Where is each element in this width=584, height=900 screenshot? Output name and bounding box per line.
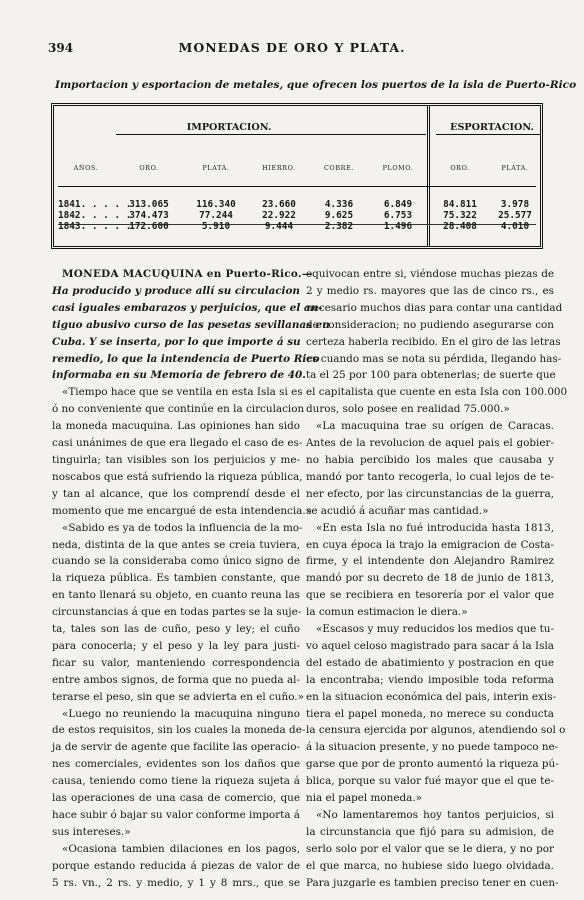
text-line: ta, tales son las de cuño, peso y ley; el cuño: [52, 623, 300, 636]
column-header: PLATA.: [202, 164, 230, 172]
text-line: la comun estimacion le diera.»: [306, 606, 468, 619]
text-line: hace subir ó bajar su valor conforme importa á: [52, 809, 300, 821]
text-line: equivocan entre si, viéndose muchas piezas de: [306, 268, 554, 280]
text-line: circunstancias á que en todas partes se la suje-: [52, 606, 302, 619]
text-line: «Sabido es ya de todos la influencia de la mo-: [62, 521, 303, 534]
column-header: ORO.: [450, 164, 470, 172]
text-line: garse que por de pronto aumentó la riqueza pú-: [306, 758, 559, 771]
table-cell: 22.922: [262, 210, 296, 221]
text-line: no habia percibido los males que causaba y: [306, 453, 554, 466]
column-header: AÑOS.: [73, 164, 99, 172]
page-number: 394: [48, 41, 74, 55]
text-line: duros, solo posee en realidad 75.000.»: [306, 403, 510, 416]
column-header: COBRE.: [324, 164, 354, 172]
text-line: momento que me encargué de esta intendencia.»: [52, 504, 313, 517]
text-line: nes comerciales, evidentes son los daños que: [52, 758, 300, 771]
text-line: mandó por tanto recogerla, lo cual lejos de te-: [306, 470, 554, 483]
table-cell: 6.753: [383, 210, 413, 221]
text-line: sus intereses.»: [52, 825, 131, 838]
text-line: «Luego no reuniendo la macuquina ninguno: [62, 707, 300, 720]
row-year: 1842. . . . .: [58, 210, 132, 221]
column-header: ORO.: [139, 164, 159, 172]
table-cell: 9.625: [324, 210, 354, 221]
text-line: 5 rs. vn., 2 rs. y medio, y 1 y 8 mrs., que se: [52, 876, 300, 889]
text-line: Antes de la revolucion de aquel pais el gobier-: [306, 437, 554, 450]
table-cell: 6.849: [383, 199, 413, 210]
table-cell: 374.473: [129, 210, 169, 221]
text-line: «Ocasiona tambien dilaciones en los pagos,: [62, 842, 300, 855]
text-line: casi unánimes de que era llegado el caso de es-: [52, 437, 303, 450]
table-cell: 25.577: [498, 210, 532, 221]
text-line: el capitalista que cuente en esta Isla con 100.000: [306, 386, 568, 399]
table-cell: 75.322: [443, 210, 477, 221]
text-line: neda, distinta de la que antes se creia tuviera,: [52, 538, 300, 551]
text-line: el que marca, no hubiese sido luego olvidada.: [306, 859, 554, 872]
text-line: serlo solo por el valor que se le diera, y no por: [306, 842, 554, 855]
text-line: 2 y medio rs. mayores que las de cinco rs., es: [306, 284, 554, 297]
text-line: «Tiempo hace que se ventila en esta Isla si es: [62, 386, 303, 399]
text-line: porque estando reducida á piezas de valor de: [52, 859, 300, 872]
text-line: de estos requisitos, sin los cuales la moneda de-: [52, 724, 306, 737]
text-line: ja de servir de agente que facilite las operacio-: [52, 741, 300, 754]
text-line: «Escasos y muy reducidos los medios que tu-: [316, 623, 554, 636]
table-cell: 1.496: [383, 221, 413, 232]
table-cell: 2.382: [324, 221, 354, 232]
text-line: vo aquel celoso magistrado para sacar á la Isla: [306, 639, 554, 652]
text-line: se acudió á acuñar mas cantidad.»: [306, 504, 489, 517]
table-cell: 3.978: [500, 199, 530, 210]
text-line: certeza haberla recibido. En el giro de las letras: [306, 335, 561, 348]
export-bracket-line: [436, 134, 540, 135]
text-line: cuando se la consideraba como único signo de: [52, 555, 300, 568]
text-line: ficar su valor, manteniendo correspondencia: [52, 656, 300, 669]
text-line: «No lamentaremos hoy tantos perjuicios, si: [316, 809, 554, 821]
text-line: informaba en su Memoria de febrero de 40.: [52, 369, 306, 382]
import-export-divider: [427, 106, 430, 246]
table-cell: 23.660: [262, 199, 296, 210]
text-line: de consideracion; no pudiendo asegurarse con: [306, 318, 554, 331]
text-line: la censura ejercida por algunos, atendiendo sol o: [306, 724, 566, 737]
text-line: causa, teniendo como tiene la riqueza sujeta á: [52, 775, 300, 788]
text-line: para conocerla; y el peso y la ley para justi-: [52, 639, 300, 652]
group-export-header: ESPORTACION.: [450, 122, 534, 133]
text-line: necesario muchos dias para contar una cantidad: [306, 301, 563, 314]
text-line: que se recibiera en tesorería por el valor que: [306, 589, 554, 602]
running-head: MONEDAS DE ORO Y PLATA.: [178, 40, 406, 55]
text-line: y tan al alcance, que los comprendí desde el: [52, 487, 300, 500]
table-title: Importacion y esportacion de metales, que ofrecen los puertos de la isla de Puerto-Rico: [55, 79, 577, 91]
row-year: 1843. . . . .: [58, 221, 132, 232]
text-line: «En esta Isla no fué introducida hasta 1813,: [316, 521, 554, 534]
table-cell: 116.340: [196, 199, 236, 210]
text-line: ó no conveniente que continúe en la circulacion: [52, 403, 305, 416]
import-bracket-line: [116, 134, 426, 135]
text-line: Para juzgarle es tambien preciso tener en cuen-: [306, 876, 559, 889]
row-year: 1841. . . . .: [58, 199, 132, 210]
text-line: la circunstancia que fijó para su admision, de: [306, 825, 554, 838]
text-line: es cuando mas se nota su pérdida, llegando has-: [306, 352, 562, 365]
text-line: ner efecto, por las circunstancias de la guerra,: [306, 487, 554, 500]
column-header: PLATA.: [501, 164, 529, 172]
table-cell: 4.010: [500, 221, 530, 232]
text-line: MONEDA MACUQUINA en Puerto-Rico.—: [62, 268, 313, 280]
table-header-rule: [58, 186, 536, 187]
text-line: en cuya época la trajo la emigracion de Costa-: [306, 538, 554, 551]
text-line: nia el papel moneda.»: [306, 792, 423, 805]
table-cell: 4.336: [324, 199, 354, 210]
column-header: PLOMO.: [382, 164, 414, 172]
table-cell: 77.244: [199, 210, 233, 221]
table-cell: 84.811: [443, 199, 477, 210]
right-text-column: [306, 266, 568, 892]
text-line: terarse el peso, sin que se advierta en el cuño.»: [52, 690, 304, 703]
text-line: entre ambos signos, de forma que no pueda al-: [52, 673, 300, 686]
text-line: ta el 25 por 100 para obtenerlas; de suerte que: [306, 369, 556, 382]
text-line: en la situacion económica del pais, interin exis-: [306, 690, 557, 703]
group-import-header: IMPORTACION.: [186, 122, 272, 133]
text-line: la riqueza pública. Es tambien constante, que: [52, 572, 300, 585]
text-line: noscabos que está sufriendo la riqueza pública,: [52, 470, 303, 483]
metals-table: [51, 103, 543, 249]
text-line: mandó por su decreto de 18 de junio de 1813,: [306, 572, 554, 585]
text-line: blica, porque su valor fué mayor que el que te-: [306, 775, 554, 788]
left-text-column: [52, 266, 330, 892]
text-line: la moneda macuquina. Las opiniones han sido: [52, 420, 300, 433]
text-line: en tanto llenará su objeto, en cuanto reuna las: [52, 589, 300, 602]
text-line: Cuba. Y se inserta, por lo que importe á su: [52, 335, 301, 348]
text-line: tiguo abusivo curso de las pesetas sevillanas en: [52, 318, 330, 331]
table-cell: 28.408: [443, 221, 477, 232]
text-line: del estado de abatimiento y postracion en que: [306, 656, 554, 669]
table-cell: 9.444: [264, 221, 294, 232]
text-line: «La macuquina trae su orígen de Caracas.: [316, 420, 554, 433]
text-line: casi iguales embarazos y perjuicios, que el an-: [52, 301, 323, 314]
text-line: tinguirla; tan visibles son los perjuicios y me-: [52, 453, 300, 466]
text-line: firme, y el intendente don Alejandro Ramirez: [306, 555, 554, 568]
text-line: á la situacion presente, y no puede tampoco ne-: [306, 741, 559, 754]
text-line: Ha producido y produce allí su circulacion: [52, 284, 300, 297]
table-cell: 5.910: [201, 221, 231, 232]
text-line: tiera el papel moneda, no merece su conducta: [306, 707, 554, 720]
text-line: las operaciones de una casa de comercio, que: [52, 792, 300, 805]
text-line: la encontraba; viendo imposible toda reforma: [306, 673, 554, 686]
column-header: HIERRO.: [262, 164, 296, 172]
table-cell: 313.065: [129, 199, 169, 210]
text-line: remedio, lo que la intendencia de Puerto Rico: [52, 352, 320, 365]
table-cell: 172.600: [129, 221, 169, 232]
